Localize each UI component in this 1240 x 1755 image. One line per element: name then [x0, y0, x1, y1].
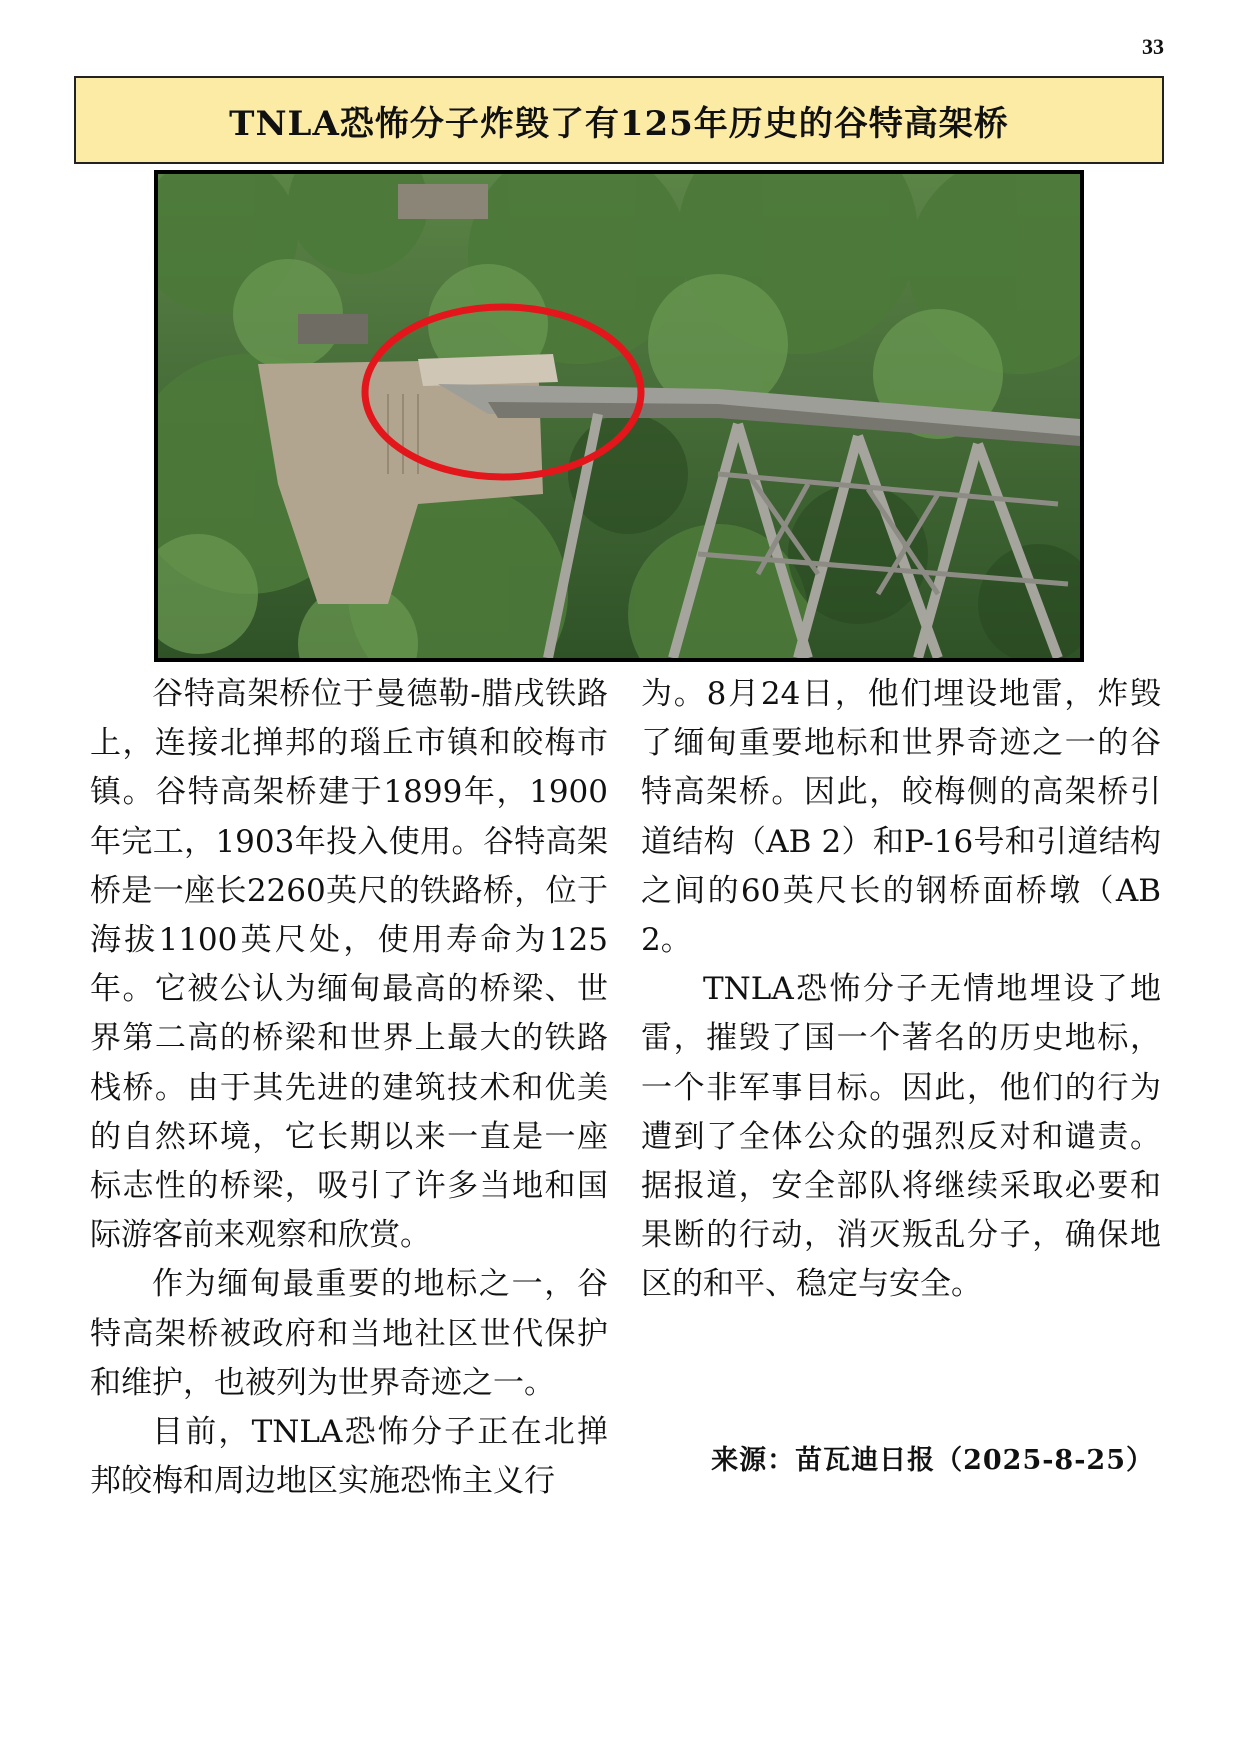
- paragraph: 谷特高架桥位于曼德勒-腊戌铁路上，连接北掸邦的瑙丘市镇和皎梅市镇。谷特高架桥建于1899年，1900年完工，1903年投入使用。谷特高架桥是一座长2260英尺的铁路桥，位于海拔1100英尺处，使用寿命为125年。它被公认为缅甸最高的桥梁、世界第二高的桥梁和世界上最大的铁路栈桥。由于其先进的建筑技术和优美的自然环境，它长期以来一直是一座标志性的桥梁，吸引了许多当地和国际游客前来观察和欣赏。: [90, 676, 608, 1254]
- source-citation: 来源：苗瓦迪日报（2025-8-25）: [711, 1445, 1154, 1476]
- paragraph: 目前，TNLA恐怖分子正在北掸邦皎梅和周边地区实施恐怖主义行: [90, 1414, 608, 1500]
- right-column: [641, 670, 1161, 1310]
- title-box: [74, 76, 1164, 164]
- bridge-photo: [154, 170, 1084, 662]
- left-column: [90, 670, 608, 1506]
- page-number: 33: [1142, 34, 1164, 59]
- article-title: TNLA恐怖分子炸毁了有125年历史的谷特高架桥: [229, 103, 1009, 144]
- bridge-photo-with-red-circle-icon: [158, 174, 1080, 658]
- paragraph: 作为缅甸最重要的地标之一，谷特高架桥被政府和当地社区世代保护和维护，也被列为世界奇迹之一。: [90, 1266, 608, 1401]
- paragraph-continued: 为。8月24日，他们埋设地雷，炸毁了缅甸重要地标和世界奇迹之一的谷特高架桥。因此，皎梅侧的高架桥引道结构（AB 2）和P-16号和引道结构之间的60英尺长的钢桥面桥墩（AB 2。: [641, 676, 1161, 959]
- paragraph: TNLA恐怖分子无情地埋设了地雷，摧毁了国一个著名的历史地标，一个非军事目标。因此，他们的行为遭到了全体公众的强烈反对和谴责。据报道，安全部队将继续采取必要和果断的行动，消灭叛乱分子，确保地区的和平、稳定与安全。: [641, 971, 1161, 1303]
